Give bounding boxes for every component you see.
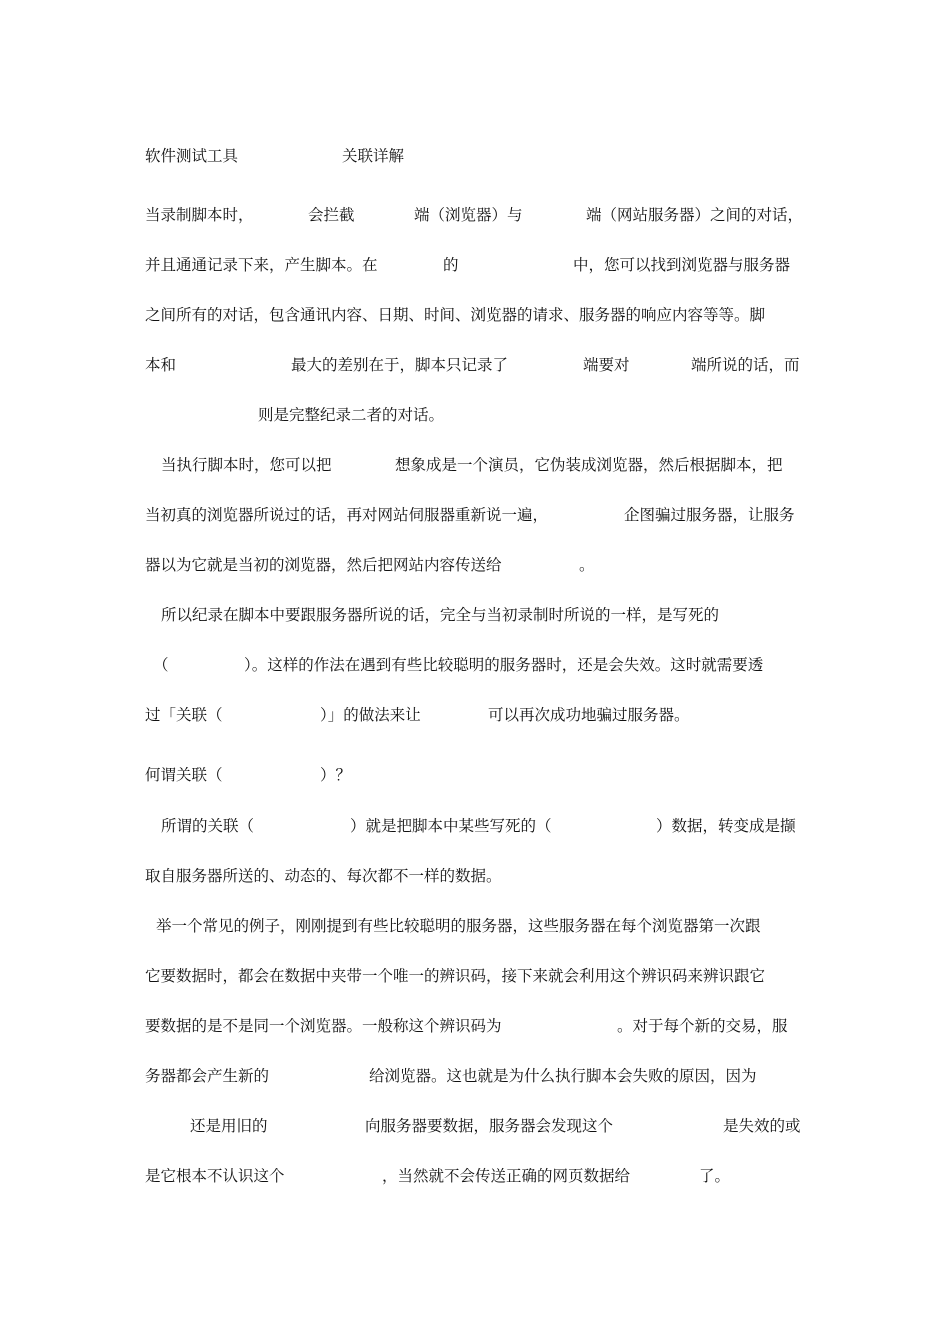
text-segment: 取自服务器所送的、动态的、每次都不一样的数据。 [145,867,502,885]
text-segment: 何谓关联（ [145,766,223,784]
text-segment: ）」的做法来让 [320,706,421,724]
text-segment: 举一个常见的例子，刚刚提到有些比较聪明的服务器，这些服务器在每个浏览器第一次跟 [156,917,761,935]
text-segment: 过「关联（ [145,706,223,724]
text-segment: ，当然就不会传送正确的网页数据给 [382,1167,631,1185]
text-line [145,652,810,678]
text-segment: 。 [579,556,595,574]
text-segment: 。对于每个新的交易，服 [617,1017,788,1035]
text-segment: 当执行脚本时，您可以把 [161,456,332,474]
text-segment: 想象成是一个演员，它伪装成浏览器，然后根据脚本，把 [395,456,783,474]
text-segment: 了。 [699,1167,731,1185]
text-segment: 则是完整纪录二者的对话。 [258,406,445,424]
text-segment: ）数据，转变成是撷 [656,817,796,835]
text-segment: 并且通通记录下来，产生脚本。在 [145,256,378,274]
text-line [145,863,810,889]
text-line [145,702,810,728]
text-line [145,1163,810,1189]
text-segment: 是失效的或 [723,1117,801,1135]
text-line [145,1063,810,1089]
text-segment: 向服务器要数据，服务器会发现这个 [365,1117,614,1135]
text-segment: 当录制脚本时， [145,206,254,224]
text-segment: 给浏览器。这也就是为什么执行脚本会失败的原因，因为 [369,1067,757,1085]
text-segment: 器以为它就是当初的浏览器，然后把网站内容传送给 [145,556,502,574]
text-segment: 最大的差别在于，脚本只记录了 [291,356,509,374]
text-segment: 是它根本不认识这个 [145,1167,285,1185]
text-line [145,452,810,478]
text-segment: 的 [443,256,459,274]
text-line [145,1113,810,1139]
text-segment: 企图骗过服务器，让服务 [624,506,795,524]
text-segment: 端（网站服务器）之间的对话， [586,206,804,224]
text-segment: 所谓的关联（ [161,817,255,835]
text-segment: 之间所有的对话，包含通讯内容、日期、时间、浏览器的请求、服务器的响应内容等等。脚 [145,306,766,324]
text-line [145,762,810,788]
text-segment: 要数据的是不是同一个浏览器。一般称这个辨识码为 [145,1017,502,1035]
text-segment: 端（浏览器）与 [414,206,523,224]
text-segment: ）？ [320,766,352,784]
text-segment: 本和 [145,356,177,374]
text-segment: 端要对 [583,356,630,374]
text-line [145,552,810,578]
text-line [145,602,810,628]
text-line [145,252,810,278]
text-line [145,963,810,989]
text-line [145,813,810,839]
text-line [145,913,810,939]
text-segment: （ [153,656,169,674]
document-title [145,143,810,169]
text-segment: 当初真的浏览器所说过的话，再对网站伺服器重新说一遍， [145,506,549,524]
text-line [145,202,810,228]
title-part-1: 软件测试工具 [145,147,239,165]
text-line [145,352,810,378]
text-segment: 端所说的话，而 [691,356,800,374]
text-line [145,302,810,328]
text-segment: ）就是把脚本中某些写死的（ [350,817,552,835]
text-segment: 所以纪录在脚本中要跟服务器所说的话，完全与当初录制时所说的一样，是写死的 [161,606,720,624]
text-segment: 它要数据时，都会在数据中夹带一个唯一的辨识码，接下来就会利用这个辨识码来辨识跟它 [145,967,766,985]
text-segment: 务器都会产生新的 [145,1067,270,1085]
text-line [145,502,810,528]
title-part-2: 关联详解 [342,147,405,165]
text-line [145,1013,810,1039]
text-segment: 中，您可以找到浏览器与服务器 [573,256,791,274]
text-segment: 会拦截 [308,206,355,224]
text-segment: 还是用旧的 [190,1117,268,1135]
text-segment: 可以再次成功地骗过服务器。 [488,706,690,724]
text-segment: ）。这样的作法在遇到有些比较聪明的服务器时，还是会失效。这时就需要透 [244,656,764,674]
text-line [145,402,810,428]
